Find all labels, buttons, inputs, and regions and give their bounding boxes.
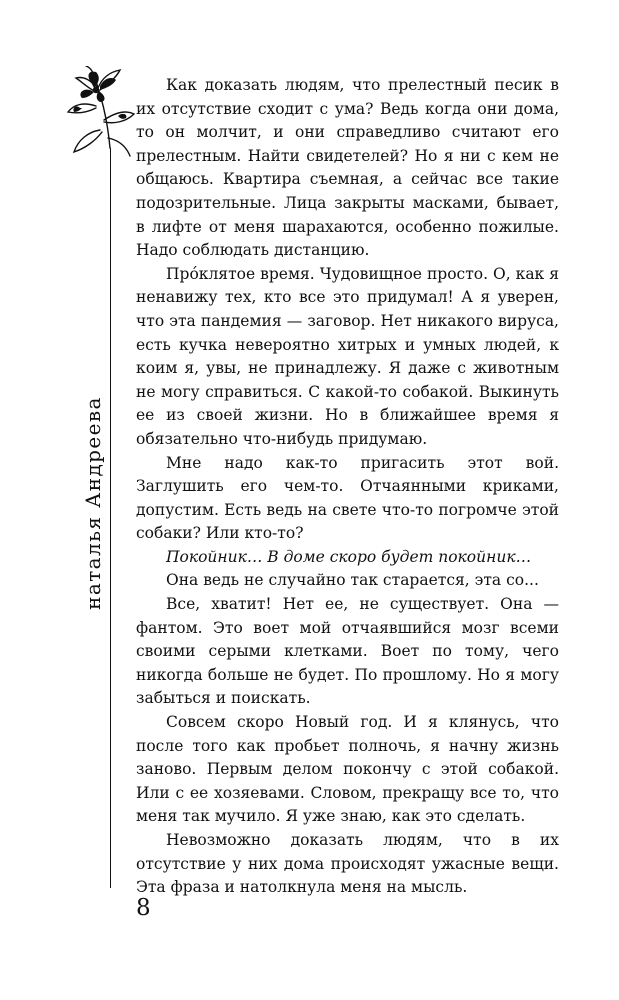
paragraph: Невозможно доказать людям, что в их отсутствие у них дома происходят ужасные вещи. Эта фраза и натолкнула меня на мысль. bbox=[136, 831, 559, 897]
vertical-rule bbox=[110, 148, 111, 888]
page-number: 8 bbox=[136, 895, 151, 921]
paragraph: Прóклятое время. Чудовищное просто. О, как я ненавижу тех, кто все это придумал! А я уверен, что эта пандемия — заговор. Нет никакого вируса, есть кучка невероятно хитрых и умных людей, к коим я, увы, не принадлежу. Я даже с животным не могу справиться. С какой-то собакой. Выкинуть ее из своей жизни. Но в ближайшее время я обязательно что-нибудь придумаю. bbox=[136, 264, 559, 448]
flower-ornament-icon bbox=[60, 66, 140, 176]
paragraph: Как доказать людям, что прелестный песик в их отсутствие сходит с ума? Ведь когда они дома, то он молчит, и они справедливо считают его прелестным. Найти свидетелей? Но я ни с кем не общаюсь. Квартира съемная, а сейчас все такие подозрительные. Лица закрыты масками, бывает, в лифте от меня шарахаются, особенно пожилые. Надо соблюдать дистанцию. bbox=[136, 76, 559, 260]
author-last-name: Андреева bbox=[81, 396, 105, 508]
paragraph: Она ведь не случайно так старается, эта со... bbox=[166, 571, 539, 590]
paragraph: Все, хватит! Нет ее, не существует. Она — фантом. Это воет мой отчаявшийся мозг всеми своими серыми клетками. Воет по тому, чего никогда больше не будет. По прошлому. Но я могу забыться и поискать. bbox=[136, 595, 559, 708]
paragraph: Мне надо как-то пригасить этот вой. Заглушить его чем-то. Отчаянными криками, допустим. Есть ведь на свете что-то погромче этой собаки? Или кто-то? bbox=[136, 453, 559, 543]
paragraph: Совсем скоро Новый год. И я клянусь, что после того как пробьет полночь, я начну жизнь заново. Первым делом покончу с этой собакой. Или с ее хозяевами. Словом, прекращу все то, что меня так мучило. Я уже знаю, как это сделать. bbox=[136, 713, 559, 826]
running-header-author bbox=[77, 383, 109, 623]
paragraph-italic: Покойник… В доме скоро будет покойник… bbox=[166, 547, 532, 566]
body-text bbox=[136, 74, 559, 900]
author-first-name: наталья bbox=[81, 515, 105, 610]
